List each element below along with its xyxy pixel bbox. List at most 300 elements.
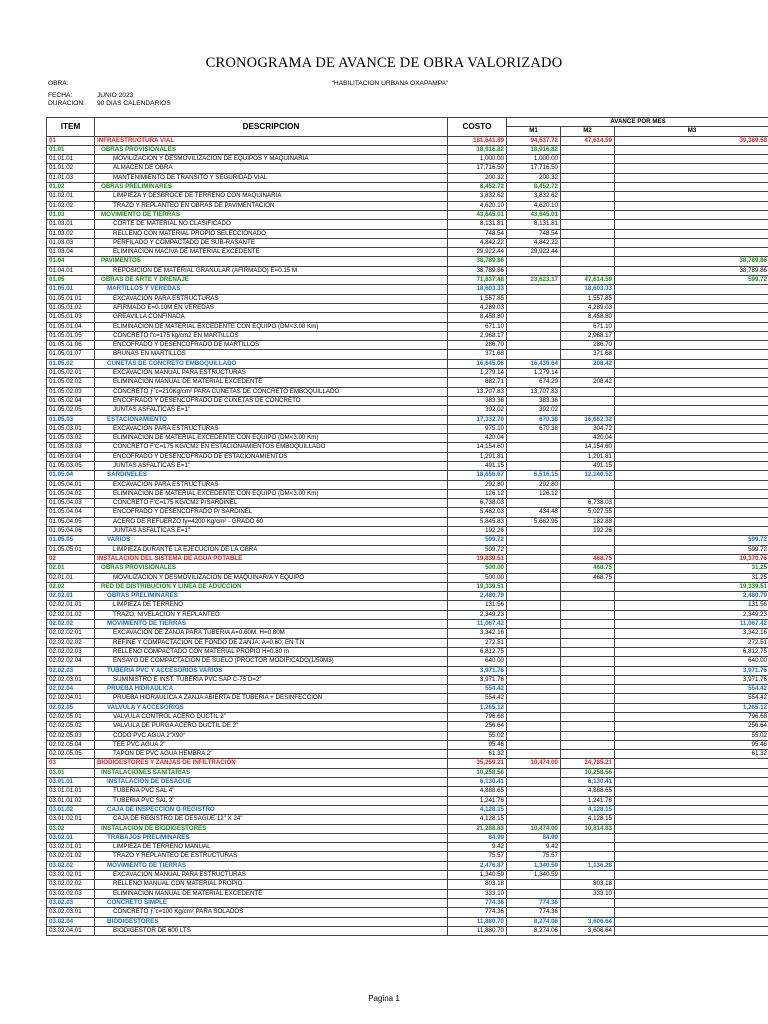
cell-descripcion: INSTALACION DEL SISTEMA DE AGUA POTABLE <box>95 554 448 563</box>
cell-item: 01.02.02 <box>47 201 95 210</box>
page-number: Pagina 1 <box>368 994 400 1003</box>
cell-costo: 1,557.85 <box>448 294 507 303</box>
cell-m3: 3,971.76 <box>615 666 768 675</box>
cell-item: 03.02.04.01 <box>47 926 95 935</box>
cell-m1: 8,131.81 <box>507 220 561 229</box>
cell-costo: 11,880.70 <box>448 917 507 926</box>
cell-m1 <box>507 601 561 610</box>
cell-m1: 200.32 <box>507 173 561 182</box>
cell-m1: 434.48 <box>507 508 561 517</box>
cell-costo: 803.18 <box>448 880 507 889</box>
cell-m2 <box>561 638 615 647</box>
cell-m1: 670.38 <box>507 415 561 424</box>
cell-descripcion: ENCOFRADO Y DESENCOFRADO P/ SARDINEL <box>95 508 448 517</box>
cell-descripcion: ENCOFRADO Y DESENCOFRADO DE MARTILLOS <box>95 341 448 350</box>
cell-descripcion: TUBERIA PVC SAL 4" <box>95 787 448 796</box>
cell-m2: 468.75 <box>561 564 615 573</box>
table-row <box>47 499 768 508</box>
cell-descripcion: EXCAVACION PARA ESTRUCTURAS <box>95 294 448 303</box>
header-avance: AVANCE POR MES <box>507 118 768 127</box>
cell-m3 <box>615 359 768 368</box>
cell-item: 02.02.02.02 <box>47 638 95 647</box>
cell-m2 <box>561 620 615 629</box>
cell-m2 <box>561 657 615 666</box>
cell-item: 02.02.02.01 <box>47 629 95 638</box>
table-row <box>47 908 768 917</box>
cell-m3: 31.25 <box>615 564 768 573</box>
cell-m1: 75.57 <box>507 852 561 861</box>
cell-m1: 10,474.00 <box>507 824 561 833</box>
cell-descripcion: LIMPIEZA DE TERRENO MANUAL <box>95 843 448 852</box>
cell-m2 <box>561 731 615 740</box>
cell-m3: 61.32 <box>615 750 768 759</box>
cell-costo: 4,620.10 <box>448 201 507 210</box>
cell-item: 02.02.03.01 <box>47 675 95 684</box>
cell-m3 <box>615 861 768 870</box>
cell-descripcion: BRUÑAS EN MARTILLOS <box>95 350 448 359</box>
table-row <box>47 545 768 554</box>
cell-m3: 554.42 <box>615 685 768 694</box>
cell-descripcion: CAJA DE REGISTRO DE DESAGUE 12" X 24" <box>95 815 448 824</box>
cell-m1 <box>507 768 561 777</box>
cell-item: 03.01.01.01 <box>47 787 95 796</box>
cell-m3: 31.25 <box>615 573 768 582</box>
cell-descripcion: ACERO DE REFUERZO fy=4200 Kg/cm² - GRADO 60 <box>95 517 448 526</box>
table-row <box>47 257 768 266</box>
cell-m2: 468.75 <box>561 554 615 563</box>
cell-m3 <box>615 833 768 842</box>
cell-descripcion: EXCAVACION PARA ESTRUCTURAS <box>95 424 448 433</box>
cell-m1 <box>507 647 561 656</box>
cell-item: 01.05.02.03 <box>47 387 95 396</box>
cell-m3 <box>615 926 768 935</box>
cell-m1: 23,623.17 <box>507 276 561 285</box>
cell-m2: 491.15 <box>561 461 615 470</box>
cell-m2: 420.04 <box>561 434 615 443</box>
table-row <box>47 815 768 824</box>
cell-m1 <box>507 313 561 322</box>
header-item: ITEM <box>47 118 95 137</box>
table-row <box>47 517 768 526</box>
cell-m3: 19,370.76 <box>615 554 768 563</box>
cell-m3: 640.00 <box>615 657 768 666</box>
cell-descripcion: VALVULA DE PURGA ACERO DUCTIL DE 2" <box>95 722 448 731</box>
cell-m3: 55.02 <box>615 731 768 740</box>
cell-item: 01.05.03.04 <box>47 452 95 461</box>
cell-m1 <box>507 331 561 340</box>
cell-m2 <box>561 229 615 238</box>
cell-m1 <box>507 880 561 889</box>
cell-m3 <box>615 322 768 331</box>
cell-m3 <box>615 759 768 768</box>
cell-descripcion: JUNTAS ASFALTICAS E=1" <box>95 461 448 470</box>
table-row <box>47 778 768 787</box>
cell-m3: 272.51 <box>615 638 768 647</box>
cell-m1: 10,474.00 <box>507 759 561 768</box>
document-title: CRONOGRAMA DE AVANCE DE OBRA VALORIZADO <box>205 55 563 71</box>
cell-descripcion: TUBERIA PVC SAL 2" <box>95 796 448 805</box>
cell-m2 <box>561 843 615 852</box>
table-row <box>47 220 768 229</box>
cell-descripcion: INSTALACION DE BIODIGESTORES <box>95 824 448 833</box>
cell-item: 01.05 <box>47 276 95 285</box>
cell-m1: 1,279.14 <box>507 369 561 378</box>
cell-descripcion: RELLENO CON MATERIAL PROPIO SELECCIONADO <box>95 229 448 238</box>
cell-m2 <box>561 592 615 601</box>
cell-m2: 2,968.17 <box>561 331 615 340</box>
cell-m1: 13,707.83 <box>507 387 561 396</box>
cell-m2 <box>561 220 615 229</box>
cell-descripcion: ELIMINACION DE MATERIAL EXCEDENTE CON EQUIPO (DM<3.00 Km) <box>95 322 448 331</box>
cell-costo: 17,332.70 <box>448 415 507 424</box>
cell-m2: 4,128.15 <box>561 805 615 814</box>
cell-costo: 1,291.81 <box>448 452 507 461</box>
cell-m3: 599.72 <box>615 545 768 554</box>
cell-m3: 95.46 <box>615 740 768 749</box>
cell-m3 <box>615 248 768 257</box>
table-row <box>47 424 768 433</box>
cell-m2: 286.70 <box>561 341 615 350</box>
cell-descripcion: MOVILIZACION Y DESMOVILIZACION DE MAQUINARIA Y EQUIPO <box>95 573 448 582</box>
table-row <box>47 313 768 322</box>
cell-descripcion: CONCRETO F'C=175 KG/CM2 P/SARDINEL <box>95 499 448 508</box>
table-row <box>47 889 768 898</box>
fecha-label: FECHA: <box>48 92 73 99</box>
cell-item: 03.01 <box>47 768 95 777</box>
cell-item: 02.02.02.04 <box>47 657 95 666</box>
cell-costo: 272.51 <box>448 638 507 647</box>
table-row <box>47 210 768 219</box>
cell-descripcion: VALVULA CONTROL ACERO DUCTIL 2" <box>95 713 448 722</box>
cell-costo: 3,342.16 <box>448 629 507 638</box>
cell-descripcion: BIODIGESTORES <box>95 917 448 926</box>
cell-item: 01.05.04 <box>47 471 95 480</box>
cell-m3 <box>615 350 768 359</box>
cell-costo: 126.12 <box>448 489 507 498</box>
cell-costo: 2,968.17 <box>448 331 507 340</box>
cell-descripcion: CONCRETO F'C=175 KG/CM2 EN ESTACIONAMIENTOS EMBOQUILLADO <box>95 443 448 452</box>
cell-costo: 371.68 <box>448 350 507 359</box>
cell-m3: 39,389.58 <box>615 136 768 145</box>
table-row <box>47 508 768 517</box>
table-row <box>47 703 768 712</box>
cell-costo: 13,707.83 <box>448 387 507 396</box>
cell-costo: 200.32 <box>448 173 507 182</box>
cell-item: 03.02.01.02 <box>47 852 95 861</box>
cell-m1 <box>507 350 561 359</box>
table-row <box>47 341 768 350</box>
cell-descripcion: EXCAVACION MANUAL PARA ESTRUCTURAS <box>95 369 448 378</box>
cell-descripcion: MARTILLOS Y VEREDAS <box>95 285 448 294</box>
cell-costo: 1,340.59 <box>448 871 507 880</box>
cell-item: 01.04 <box>47 257 95 266</box>
table-row <box>47 471 768 480</box>
cell-descripcion: LIMPIEZA DURANTE LA EJECUCION DE LA OBRA <box>95 545 448 554</box>
cell-m3 <box>615 508 768 517</box>
cell-descripcion: REFINE Y COMPACTACION DE FONDO DE ZANJA; A=0.60; EN T.N <box>95 638 448 647</box>
cell-m2: 4,128.15 <box>561 815 615 824</box>
cell-m3 <box>615 489 768 498</box>
cell-m2 <box>561 703 615 712</box>
cell-m2 <box>561 369 615 378</box>
cell-m3: 796.68 <box>615 713 768 722</box>
cell-m2: 671.10 <box>561 322 615 331</box>
cell-item: 01.04.01 <box>47 266 95 275</box>
cell-costo: 491.15 <box>448 461 507 470</box>
cell-costo: 43,645.01 <box>448 210 507 219</box>
cell-costo: 3,832.62 <box>448 192 507 201</box>
cell-m2: 208.42 <box>561 378 615 387</box>
table-row <box>47 861 768 870</box>
cell-descripcion: ALMACEN DE OBRA <box>95 164 448 173</box>
cell-costo: 4,842.22 <box>448 238 507 247</box>
cell-item: 01.03.04 <box>47 248 95 257</box>
cell-costo: 1,000.00 <box>448 155 507 164</box>
cell-m2: 3,606.64 <box>561 917 615 926</box>
cell-costo: 392.02 <box>448 406 507 415</box>
table-row <box>47 536 768 545</box>
cell-costo: 61.32 <box>448 750 507 759</box>
cell-costo: 500.00 <box>448 564 507 573</box>
cell-m2 <box>561 536 615 545</box>
cell-item: 01.01.03 <box>47 173 95 182</box>
cell-m1 <box>507 461 561 470</box>
cell-m3 <box>615 880 768 889</box>
cell-m1: 670.38 <box>507 424 561 433</box>
cell-m1: 9.42 <box>507 843 561 852</box>
cell-item: 02.02.04.01 <box>47 694 95 703</box>
cell-costo: 774.36 <box>448 908 507 917</box>
cell-costo: 29,922.44 <box>448 248 507 257</box>
cell-costo: 1,241.76 <box>448 796 507 805</box>
table-row <box>47 871 768 880</box>
table-body <box>47 136 768 936</box>
duracion-label: DURACION: <box>48 100 85 107</box>
cell-costo: 131.56 <box>448 601 507 610</box>
cell-m2 <box>561 183 615 192</box>
cell-m3: 38,789.86 <box>615 257 768 266</box>
cell-m3: 19,339.51 <box>615 582 768 591</box>
table-row <box>47 647 768 656</box>
table-row <box>47 201 768 210</box>
table-row <box>47 722 768 731</box>
cell-costo: 5,462.03 <box>448 508 507 517</box>
cell-costo: 292.80 <box>448 480 507 489</box>
cell-descripcion: CODO PVC AGUA 2"X90° <box>95 731 448 740</box>
cell-descripcion: PAVIMENTOS <box>95 257 448 266</box>
cell-m1 <box>507 341 561 350</box>
cell-m2 <box>561 629 615 638</box>
cell-m1 <box>507 527 561 536</box>
table-row <box>47 489 768 498</box>
schedule-table <box>46 117 768 936</box>
table-row <box>47 434 768 443</box>
cell-m3 <box>615 815 768 824</box>
cell-m3 <box>615 210 768 219</box>
cell-costo: 256.64 <box>448 722 507 731</box>
table-row <box>47 480 768 489</box>
cell-m1 <box>507 666 561 675</box>
table-row <box>47 917 768 926</box>
cell-m1: 1,000.00 <box>507 155 561 164</box>
cell-item: 01.05.02.05 <box>47 406 95 415</box>
cell-m3 <box>615 303 768 312</box>
cell-m3: 554.42 <box>615 694 768 703</box>
cell-item: 01.05.01.04 <box>47 322 95 331</box>
cell-m1 <box>507 452 561 461</box>
header-descripcion: DESCRIPCION <box>95 118 448 137</box>
cell-m1 <box>507 685 561 694</box>
cell-costo: 84.99 <box>448 833 507 842</box>
project-name: "HABILITACION URBANA OXAPAMPA" <box>331 80 449 87</box>
cell-m3 <box>615 889 768 898</box>
cell-costo: 599.72 <box>448 536 507 545</box>
table-row <box>47 145 768 154</box>
table-row <box>47 285 768 294</box>
cell-costo: 4,289.03 <box>448 303 507 312</box>
cell-descripcion: RED DE DISTRIBUCION Y LINEA DE ADUCCION <box>95 582 448 591</box>
cell-m2: 12,140.52 <box>561 471 615 480</box>
cell-item: 03.02 <box>47 824 95 833</box>
cell-costo: 333.10 <box>448 889 507 898</box>
cell-m1 <box>507 536 561 545</box>
cell-m1: 8,274.06 <box>507 926 561 935</box>
table-row <box>47 880 768 889</box>
cell-costo: 1,265.12 <box>448 703 507 712</box>
fecha-value: JUNIO 2023 <box>97 92 134 99</box>
cell-descripcion: CORTE DE MATERIAL NO CLASIFICADO <box>95 220 448 229</box>
cell-m1 <box>507 322 561 331</box>
cell-m1 <box>507 266 561 275</box>
table-row <box>47 731 768 740</box>
cell-descripcion: ELIMINACION MACIVA DE MATERIAL EXCEDENTE <box>95 248 448 257</box>
cell-m2: 6,738.03 <box>561 499 615 508</box>
cell-m2: 5,027.55 <box>561 508 615 517</box>
cell-item: 01.03.03 <box>47 238 95 247</box>
cell-costo: 2,349.23 <box>448 610 507 619</box>
cell-m3 <box>615 843 768 852</box>
table-row <box>47 369 768 378</box>
cell-item: 03.02.02.03 <box>47 889 95 898</box>
cell-descripcion: EXCAVACION MANUAL PARA ESTRUCTURAS <box>95 871 448 880</box>
cell-item: 01.05.01.02 <box>47 303 95 312</box>
cell-item: 02.01.01 <box>47 573 95 582</box>
cell-item: 02.02.05.03 <box>47 731 95 740</box>
cell-m3: 2,349.23 <box>615 610 768 619</box>
cell-item: 01.05.02 <box>47 359 95 368</box>
cell-item: 01.05.01.07 <box>47 350 95 359</box>
table-row <box>47 406 768 415</box>
cell-m3 <box>615 452 768 461</box>
cell-item: 01.01 <box>47 145 95 154</box>
table-row <box>47 396 768 405</box>
cell-costo: 181,641.89 <box>448 136 507 145</box>
cell-costo: 420.04 <box>448 434 507 443</box>
cell-m2: 18,603.33 <box>561 285 615 294</box>
cell-m1 <box>507 805 561 814</box>
cell-m2: 304.72 <box>561 424 615 433</box>
cell-m3 <box>615 443 768 452</box>
cell-m1 <box>507 610 561 619</box>
cell-m2 <box>561 248 615 257</box>
cell-m3 <box>615 517 768 526</box>
table-row <box>47 136 768 145</box>
cell-m2: 47,614.59 <box>561 276 615 285</box>
cell-m3: 11,067.42 <box>615 620 768 629</box>
cell-m2 <box>561 871 615 880</box>
cell-m3 <box>615 145 768 154</box>
cell-descripcion: RELLENO COMPACTADO CON MATERIAL PROPIO H=0.80 m <box>95 647 448 656</box>
cell-m2 <box>561 685 615 694</box>
cell-m3 <box>615 471 768 480</box>
cell-m1 <box>507 713 561 722</box>
cell-m2: 4,289.03 <box>561 303 615 312</box>
cell-m3 <box>615 396 768 405</box>
cell-costo: 10,258.56 <box>448 768 507 777</box>
cell-m2 <box>561 210 615 219</box>
cell-m1 <box>507 564 561 573</box>
cell-item: 01.05.03.02 <box>47 434 95 443</box>
cell-descripcion: AFIRMADO E=0.10M EN VEREDAS <box>95 303 448 312</box>
cell-descripcion: BIODIGESTORES Y ZANJAS DE INFILTRACION <box>95 759 448 768</box>
table-row <box>47 155 768 164</box>
cell-m3 <box>615 313 768 322</box>
table-row <box>47 527 768 536</box>
table-row <box>47 173 768 182</box>
cell-m2: 1,291.81 <box>561 452 615 461</box>
cell-m3 <box>615 480 768 489</box>
cell-costo: 38,789.86 <box>448 257 507 266</box>
cell-item: 02.01 <box>47 564 95 573</box>
cell-m1 <box>507 731 561 740</box>
table-row <box>47 582 768 591</box>
cell-m1: 392.02 <box>507 406 561 415</box>
cell-item: 02.02.05 <box>47 703 95 712</box>
cell-m2: 1,557.85 <box>561 294 615 303</box>
cell-m3 <box>615 461 768 470</box>
cell-m1 <box>507 638 561 647</box>
cell-m1 <box>507 657 561 666</box>
table-row <box>47 685 768 694</box>
cell-descripcion: SARDINELES <box>95 471 448 480</box>
cell-descripcion: CAJA DE INSPECCION O REGISTRO <box>95 805 448 814</box>
cell-m2 <box>561 675 615 684</box>
cell-item: 02 <box>47 554 95 563</box>
table-row <box>47 183 768 192</box>
cell-item: 01.05.01.01 <box>47 294 95 303</box>
table-row <box>47 331 768 340</box>
cell-m2 <box>561 387 615 396</box>
cell-descripcion: REPOSICION DE MATERIAL GRANULAR (AFIRMADO) E=0.15 M <box>95 266 448 275</box>
cell-costo: 18,916.82 <box>448 145 507 154</box>
cell-item: 03.02.02 <box>47 861 95 870</box>
cell-m2: 47,614.59 <box>561 136 615 145</box>
cell-m3 <box>615 378 768 387</box>
cell-costo: 554.42 <box>448 685 507 694</box>
cell-item: 02.02.05.04 <box>47 740 95 749</box>
cell-descripcion: MOVIMIENTO DE TIERRAS <box>95 210 448 219</box>
table-row <box>47 694 768 703</box>
cell-descripcion: TRAZO Y REPLANTEO EN OBRAS DE PAVIMENTACION <box>95 201 448 210</box>
table-row <box>47 303 768 312</box>
cell-item: 01.05.04.06 <box>47 527 95 536</box>
cell-item: 01.02 <box>47 183 95 192</box>
table-row <box>47 898 768 907</box>
cell-m2: 4,888.65 <box>561 787 615 796</box>
cell-item: 01.05.04.03 <box>47 499 95 508</box>
cell-m2: 3,606.64 <box>561 926 615 935</box>
cell-costo: 640.00 <box>448 657 507 666</box>
